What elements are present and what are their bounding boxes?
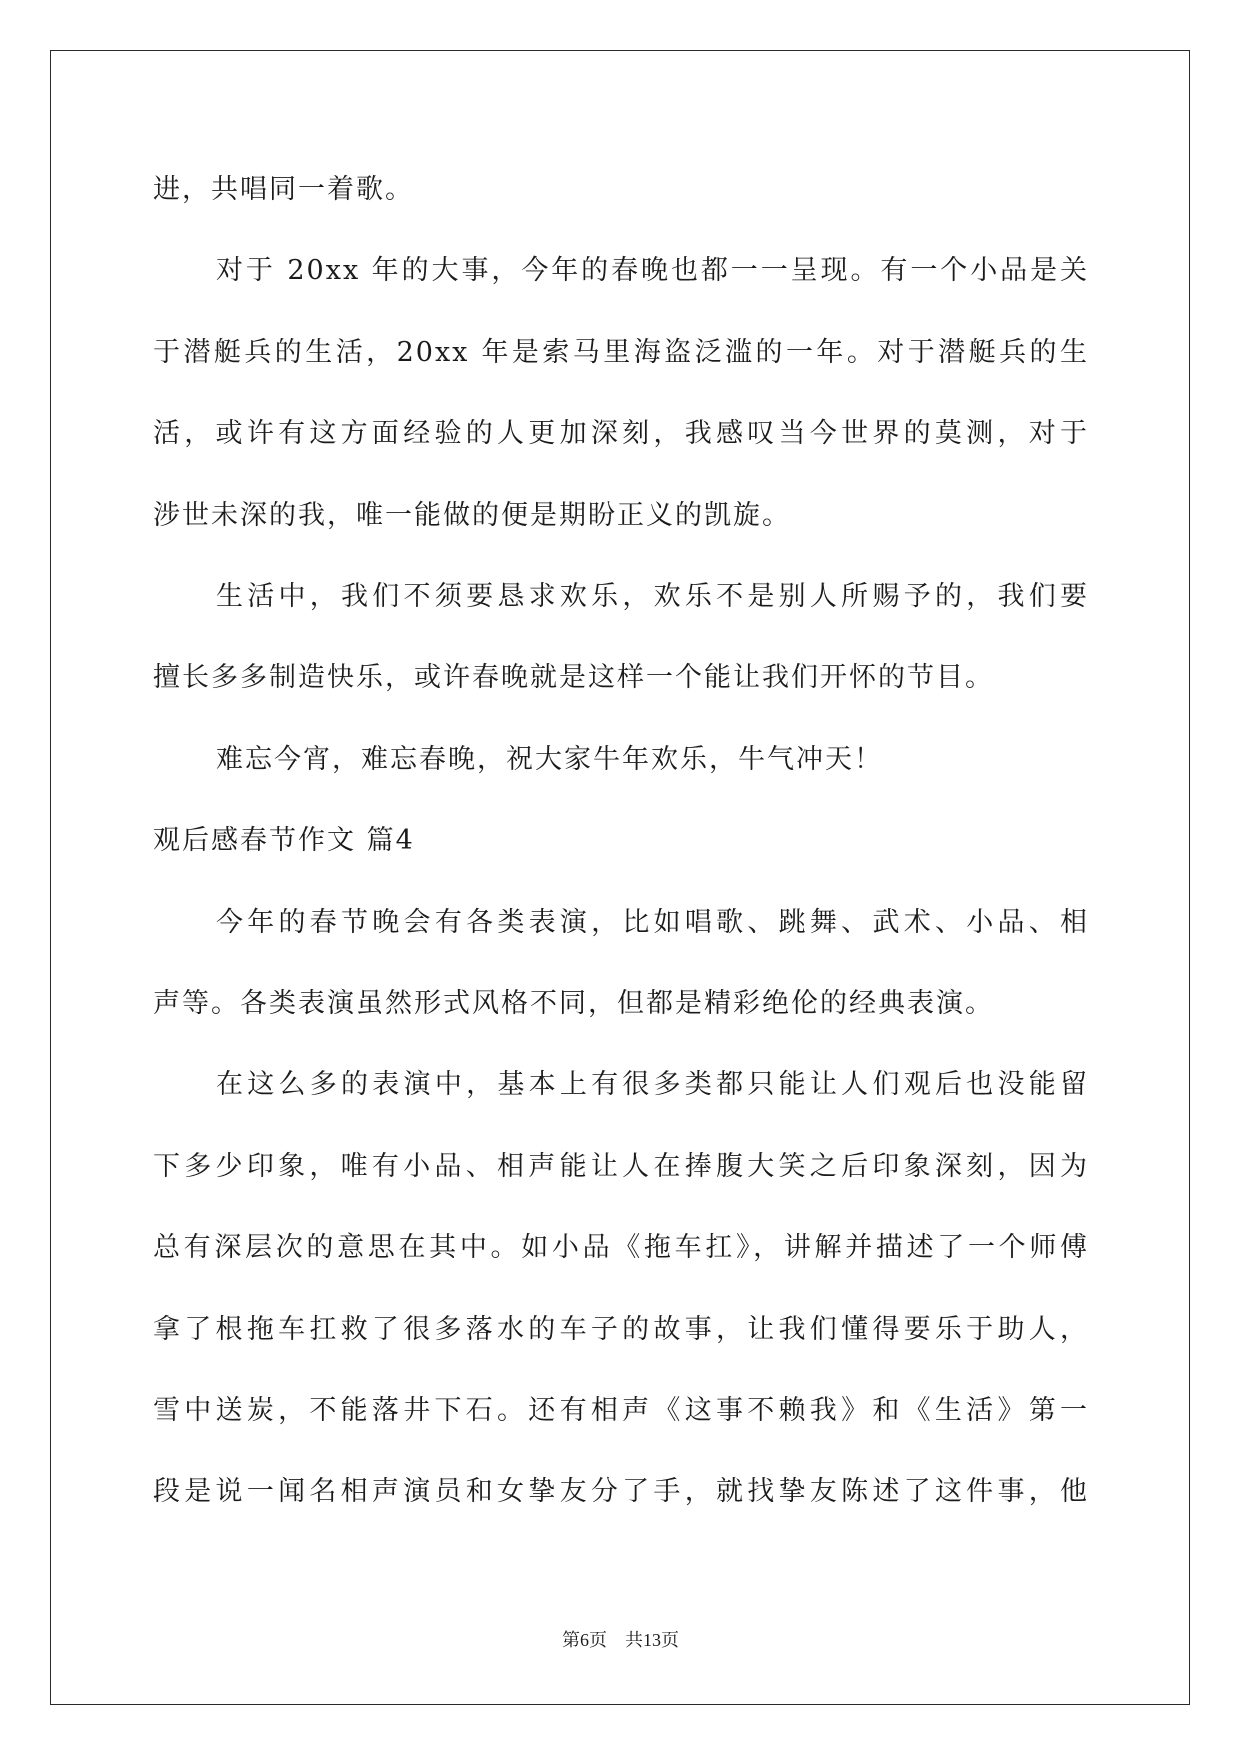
- text-line: 声等。各类表演虽然形式风格不同，但都是精彩绝伦的经典表演。: [153, 988, 994, 1019]
- footer-page-number: 第6页: [562, 1630, 607, 1650]
- text-line: 段是说一闻名相声演员和女挚友分了手，就找挚友陈述了这件事，他: [153, 1476, 1089, 1507]
- text-line: 雪中送炭，不能落井下石。还有相声《这事不赖我》和《生活》第一: [153, 1395, 1089, 1426]
- footer-page-total: 共13页: [625, 1630, 679, 1650]
- text-line: 在这么多的表演中，基本上有很多类都只能让人们观后也没能留: [216, 1069, 1089, 1100]
- text-line: 拿了根拖车扛救了很多落水的车子的故事，让我们懂得要乐于助人，: [153, 1314, 1089, 1345]
- text-line: 活，或许有这方面经验的人更加深刻，我感叹当今世界的莫测，对于: [153, 418, 1089, 449]
- text-line: 今年的春节晚会有各类表演，比如唱歌、跳舞、武术、小品、相: [216, 907, 1089, 938]
- text-line: 难忘今宵，难忘春晚，祝大家牛年欢乐，牛气冲天！: [216, 744, 883, 775]
- text-line: 进，共唱同一着歌。: [153, 174, 414, 205]
- page-border: [50, 50, 1190, 1705]
- text-line: 涉世未深的我，唯一能做的便是期盼正义的凯旋。: [153, 500, 791, 531]
- page-footer: [0, 1627, 1241, 1653]
- text-line: 擅长多多制造快乐，或许春晚就是这样一个能让我们开怀的节目。: [153, 662, 994, 693]
- text-line: 总有深层次的意思在其中。如小品《拖车扛》，讲解并描述了一个师傅: [153, 1232, 1089, 1263]
- text-line: 于潜艇兵的生活，20xx 年是索马里海盗泛滥的一年。对于潜艇兵的生: [153, 337, 1089, 368]
- section-heading: 观后感春节作文 篇4: [153, 825, 415, 856]
- text-line: 生活中，我们不须要恳求欢乐，欢乐不是别人所赐予的，我们要: [216, 581, 1089, 612]
- text-line: 下多少印象，唯有小品、相声能让人在捧腹大笑之后印象深刻，因为: [153, 1151, 1089, 1182]
- text-line: 对于 20xx 年的大事，今年的春晚也都一一呈现。有一个小品是关: [216, 255, 1089, 286]
